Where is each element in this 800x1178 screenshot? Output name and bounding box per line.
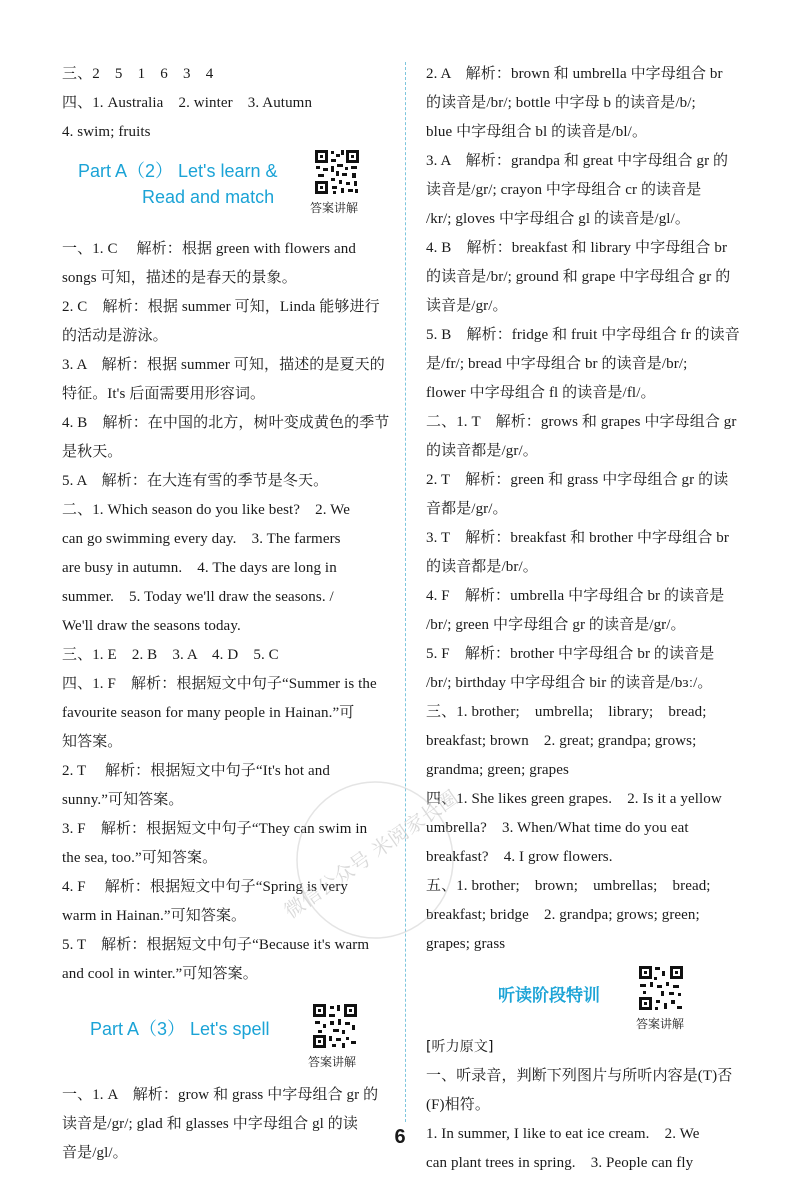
answer-line: summer. 5. Today we'll draw the seasons. / bbox=[62, 589, 334, 605]
column-divider bbox=[405, 62, 406, 1122]
answer-line: 是/fr/; bread 中字母组合 br 的读音是/br/; bbox=[426, 356, 688, 372]
answer-line: 特征。It's 后面需要用形容词。 bbox=[62, 386, 266, 402]
answer-line: 的活动是游泳。 bbox=[62, 328, 168, 344]
answer-line: 读音是/gr/; crayon 中字母组合 cr 的读音是 bbox=[426, 182, 702, 198]
answer-line: /br/; birthday 中字母组合 bir 的读音是/bɜː/。 bbox=[426, 675, 713, 691]
answer-line: 4. F 解析：umbrella 中字母组合 br 的读音是 bbox=[426, 588, 725, 604]
answer-line: breakfast; bridge 2. grandpa; grows; green; bbox=[426, 907, 700, 923]
answer-line: 的读音是/br/; bottle 中字母 b 的读音是/b/; bbox=[426, 95, 696, 111]
answer-line: 5. T 解析：根据短文中句子“Because it's warm bbox=[62, 937, 370, 953]
listening-line: can plant trees in spring. 3. People can fly bbox=[426, 1155, 694, 1171]
answer-line: 的读音是/br/; ground 和 grape 中字母组合 gr 的 bbox=[426, 269, 731, 285]
answers-right bbox=[426, 60, 758, 959]
answer-line: /kr/; gloves 中字母组合 gl 的读音是/gl/。 bbox=[426, 211, 690, 227]
answer-line: songs 可知，描述的是春天的景象。 bbox=[62, 270, 297, 286]
qr-code-icon[interactable] bbox=[314, 149, 360, 195]
answer-line: 3. F 解析：根据短文中句子“They can swim in bbox=[62, 821, 368, 837]
qr-caption: 答案讲解 bbox=[308, 1055, 357, 1069]
qr-code-icon[interactable] bbox=[638, 965, 684, 1011]
answer-line: sunny.”可知答案。 bbox=[62, 792, 184, 808]
answer-line: 音都是/gr/。 bbox=[426, 501, 508, 517]
answer-line: 知答案。 bbox=[62, 734, 123, 750]
answer-line: favourite season for many people in Hainan.”可 bbox=[62, 705, 355, 721]
left-column bbox=[62, 60, 392, 1168]
answer-line: We'll draw the seasons today. bbox=[62, 618, 241, 634]
answer-line: 三、1. brother; umbrella; library; bread; bbox=[426, 704, 707, 720]
section-heading-a3 bbox=[62, 989, 392, 1081]
answer-line: 四、1. She likes green grapes. 2. Is it a yellow bbox=[426, 791, 722, 807]
answer-line: 4. swim; fruits bbox=[62, 124, 151, 140]
answer-line: umbrella? 3. When/What time do you eat bbox=[426, 820, 689, 836]
heading-a2-line1: Part A（2） Let's learn & bbox=[78, 161, 278, 181]
answer-line: 3. T 解析：breakfast 和 brother 中字母组合 br bbox=[426, 530, 730, 546]
answer-line: can go swimming every day. 3. The farmers bbox=[62, 531, 341, 547]
heading-a3-line1: Part A（3） Let's spell bbox=[90, 1019, 270, 1039]
heading-a2-line2: Read and match bbox=[142, 187, 275, 207]
answer-line: 3. A 解析：根据 summer 可知，描述的是夏天的 bbox=[62, 357, 385, 373]
answer-line: 5. A 解析：在大连有雪的季节是冬天。 bbox=[62, 473, 329, 489]
answer-line: grandma; green; grapes bbox=[426, 762, 569, 778]
section-heading-a2 bbox=[62, 147, 392, 235]
page-number: 6 bbox=[394, 1126, 406, 1148]
answer-line: 四、1. Australia 2. winter 3. Autumn bbox=[62, 95, 313, 111]
qr-code-icon[interactable] bbox=[312, 1003, 358, 1049]
listening-section-header bbox=[426, 959, 758, 1033]
listening-title: 听读阶段特训 bbox=[498, 986, 600, 1006]
answer-line: /br/; green 中字母组合 gr 的读音是/gr/。 bbox=[426, 617, 686, 633]
answer-line: 5. B 解析：fridge 和 fruit 中字母组合 fr 的读音 bbox=[426, 327, 740, 343]
answer-line: 三、1. E 2. B 3. A 4. D 5. C bbox=[62, 647, 279, 663]
answer-line: 二、1. Which season do you like best? 2. We bbox=[62, 502, 350, 518]
answer-line: 二、1. T 解析：grows 和 grapes 中字母组合 gr bbox=[426, 414, 737, 430]
answer-line: 一、1. C 解析：根据 green with flowers and bbox=[62, 241, 356, 257]
answer-line: 音是/gl/。 bbox=[62, 1145, 128, 1161]
answer-line: are busy in autumn. 4. The days are long in bbox=[62, 560, 337, 576]
right-column bbox=[426, 60, 758, 1178]
answer-line: 3. A 解析：grandpa 和 great 中字母组合 gr 的 bbox=[426, 153, 729, 169]
answer-line: 4. B 解析：breakfast 和 library 中字母组合 br bbox=[426, 240, 728, 256]
answer-line: 一、1. A 解析：grow 和 grass 中字母组合 gr 的 bbox=[62, 1087, 379, 1103]
answer-line: flower 中字母组合 fl 的读音是/fl/。 bbox=[426, 385, 656, 401]
answer-line: breakfast; brown 2. great; grandpa; grows; bbox=[426, 733, 697, 749]
answers-part-a2 bbox=[62, 235, 392, 989]
qr-caption: 答案讲解 bbox=[636, 1017, 685, 1031]
answer-line: 读音是/gr/; glad 和 glasses 中字母组合 gl 的读 bbox=[62, 1116, 358, 1132]
answer-line: 2. A 解析：brown 和 umbrella 中字母组合 br bbox=[426, 66, 723, 82]
answer-line: grapes; grass bbox=[426, 936, 506, 952]
answer-line: 5. F 解析：brother 中字母组合 br 的读音是 bbox=[426, 646, 715, 662]
answer-line: 五、1. brother; brown; umbrellas; bread; bbox=[426, 878, 711, 894]
answer-line: 三、2 5 1 6 3 4 bbox=[62, 66, 214, 82]
answer-line: 4. B 解析：在中国的北方，树叶变成黄色的季节 bbox=[62, 415, 390, 431]
listening-script-label: [听力原文] bbox=[426, 1039, 494, 1055]
listening-line: 1. In summer, I like to eat ice cream. 2. We bbox=[426, 1126, 700, 1142]
answers-part-a3 bbox=[62, 1081, 392, 1168]
answer-line: blue 中字母组合 bl 的读音是/bl/。 bbox=[426, 124, 648, 140]
qr-caption: 答案讲解 bbox=[310, 201, 359, 215]
answer-line: 2. T 解析：green 和 grass 中字母组合 gr 的读 bbox=[426, 472, 729, 488]
answer-line: the sea, too.”可知答案。 bbox=[62, 850, 218, 866]
answers-top bbox=[62, 60, 392, 147]
answer-line: 2. C 解析：根据 summer 可知，Linda 能够进行 bbox=[62, 299, 380, 315]
answer-line: 的读音都是/br/。 bbox=[426, 559, 538, 575]
answer-line: 2. T 解析：根据短文中句子“It's hot and bbox=[62, 763, 330, 779]
watermark-text: 微信公众号 米阅家长圈 bbox=[279, 785, 463, 924]
answer-line: and cool in winter.”可知答案。 bbox=[62, 966, 258, 982]
listening-line: 一、听录音，判断下列图片与所听内容是(T)否 bbox=[426, 1068, 733, 1084]
listening-line: (F)相符。 bbox=[426, 1097, 490, 1113]
answer-line: 是秋天。 bbox=[62, 444, 123, 460]
listening-script bbox=[426, 1062, 758, 1178]
answer-line: 4. F 解析：根据短文中句子“Spring is very bbox=[62, 879, 349, 895]
answer-line: 读音是/gr/。 bbox=[426, 298, 508, 314]
answer-line: 的读音都是/gr/。 bbox=[426, 443, 538, 459]
answer-line: 四、1. F 解析：根据短文中句子“Summer is the bbox=[62, 676, 377, 692]
answer-line: warm in Hainan.”可知答案。 bbox=[62, 908, 247, 924]
answer-line: breakfast? 4. I grow flowers. bbox=[426, 849, 613, 865]
